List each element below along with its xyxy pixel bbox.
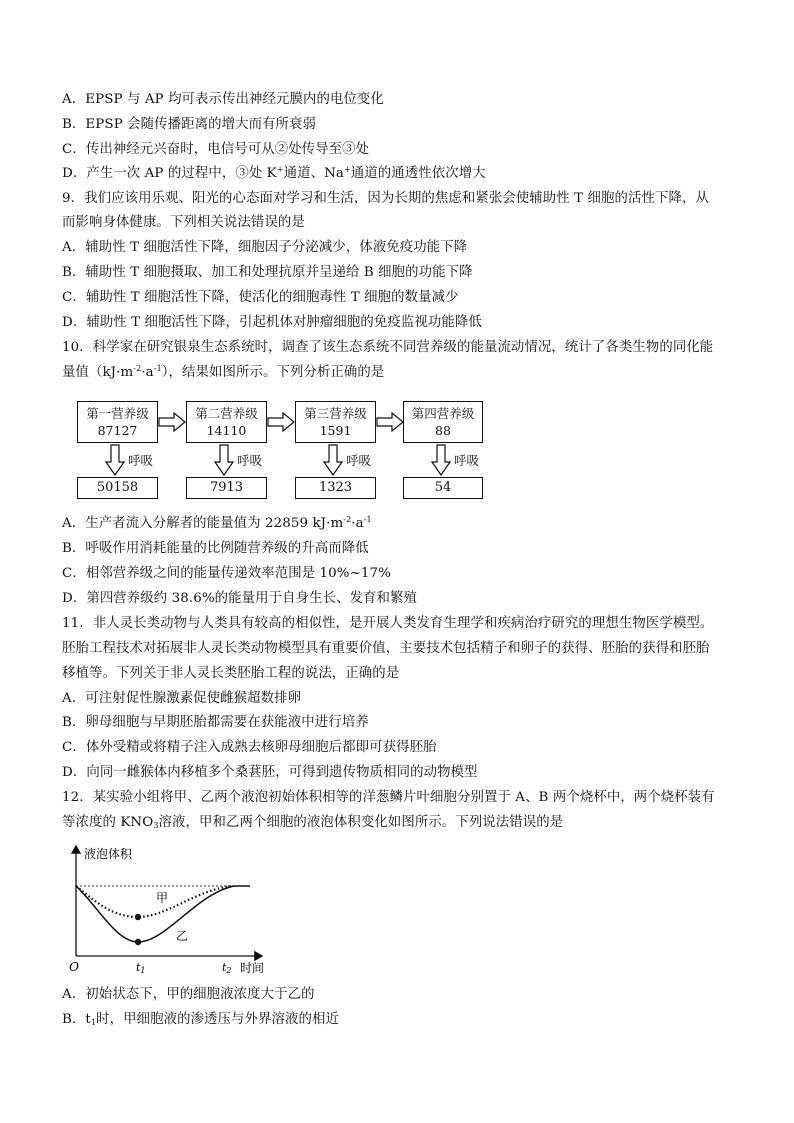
q12-stem-2-a: 等浓度的 KNO bbox=[62, 815, 154, 830]
q8-d-text-1: D．产生一次 AP 的过程中，③处 K bbox=[62, 166, 277, 181]
t2-label bbox=[222, 961, 232, 975]
q11-stem-3: 移植等。下列关于非人灵长类胚胎工程的说法，正确的是 bbox=[62, 666, 400, 681]
point-yi-t1 bbox=[135, 939, 141, 945]
q12-b-post: 时，甲细胞液的渗透压与外界溶液的相近 bbox=[96, 1012, 339, 1027]
q10-option-b: B．呼吸作用消耗能量的比例随营养级的升高而降低 bbox=[62, 541, 369, 556]
flow-arrow-3 bbox=[376, 412, 404, 432]
q12-stem-1: 12．某实验小组将甲、乙两个液泡初始体积相等的洋葱鳞片叶细胞分别置于 A、B 两个烧杯中，两个烧杯装有 bbox=[62, 790, 715, 805]
t1-label bbox=[136, 961, 146, 975]
level-1-value: 87127 bbox=[97, 423, 138, 438]
respiration-box-1: 50158 bbox=[77, 477, 158, 499]
flow-arrow-2 bbox=[267, 412, 295, 432]
respiration-label-3: 呼吸 bbox=[346, 453, 372, 468]
y-axis-label: 液泡体积 bbox=[84, 847, 133, 861]
q9-option-b: B．辅助性 T 细胞摄取、加工和处理抗原并呈递给 B 细胞的功能下降 bbox=[62, 265, 473, 280]
q8-option-a: A．EPSP 与 AP 均可表示传出神经元膜内的电位变化 bbox=[62, 92, 384, 107]
q12-b-text: B．t bbox=[62, 1012, 91, 1027]
respiration-label-2: 呼吸 bbox=[237, 453, 263, 468]
q8-option-b: B．EPSP 会随传播距离的增大而有所衰弱 bbox=[62, 117, 317, 132]
label-yi: 乙 bbox=[176, 929, 189, 943]
q10-option-d: D．第四营养级约 38.6%的能量用于自身生长、发育和繁殖 bbox=[62, 591, 418, 606]
q10-a-text: A．生产者流入分解者的能量值为 22859 kJ·m bbox=[62, 516, 344, 531]
t1-main: t bbox=[136, 961, 141, 974]
respiration-box-3: 1323 bbox=[295, 477, 376, 499]
q8-d-sup-1: + bbox=[276, 165, 284, 174]
level-box-4 bbox=[403, 401, 483, 443]
respiration-arrow-4 bbox=[431, 444, 451, 476]
q11-stem-1: 11．非人灵长类动物与人类具有较高的相似性，是开展人类发育生理学和疾病治疗研究的理想生物医学模型。 bbox=[62, 616, 714, 631]
level-box-1 bbox=[77, 401, 158, 443]
q8-option-d bbox=[62, 164, 486, 184]
q9-option-d: D．辅助性 T 细胞活性下降，引起机体对肿瘤细胞的免疫监视功能降低 bbox=[62, 315, 482, 330]
q11-option-a: A．可注射促性腺激素促使雌猴超数排卵 bbox=[62, 691, 302, 706]
q10-a-mid: ·a bbox=[351, 516, 364, 531]
level-box-3 bbox=[295, 401, 376, 443]
level-2-value: 14110 bbox=[206, 423, 247, 438]
q9-option-a: A．辅助性 T 细胞活性下降，细胞因子分泌减少，体液免疫功能下降 bbox=[62, 240, 468, 255]
respiration-box-2: 7913 bbox=[186, 477, 267, 499]
q10-stem-2-c: ），结果如图所示。下列分析正确的是 bbox=[161, 365, 385, 380]
respiration-box-4: 54 bbox=[403, 477, 483, 499]
flow-arrow-1 bbox=[158, 412, 186, 432]
level-3-name: 第三营养级 bbox=[304, 406, 367, 421]
q11-option-c: C．体外受精或将精子注入成熟去核卵母细胞后都即可获得胚胎 bbox=[62, 740, 437, 755]
q10-stem-2-b: ·a bbox=[141, 365, 154, 380]
q10-option-c: C．相邻营养级之间的能量传递效率范围是 10%~17% bbox=[62, 566, 391, 581]
q10-option-a bbox=[62, 514, 372, 534]
q12-option-b bbox=[62, 1010, 339, 1030]
level-3-value: 1591 bbox=[319, 423, 352, 438]
x-axis-label: 时间 bbox=[240, 961, 265, 975]
q10-stem-2 bbox=[62, 363, 384, 383]
q12-stem-2-b: 溶液，甲和乙两个细胞的液泡体积变化如图所示。下列说法错误的是 bbox=[158, 815, 564, 830]
q10-stem-2-sup2: -1 bbox=[153, 364, 162, 373]
q11-option-b: B．卵母细胞与早期胚胎都需要在获能液中进行培养 bbox=[62, 715, 369, 730]
q12-stem-2-sub: 3 bbox=[153, 821, 159, 830]
q8-d-sup-2: + bbox=[343, 165, 351, 174]
label-jia: 甲 bbox=[156, 891, 169, 905]
t2-sub: 2 bbox=[226, 966, 232, 975]
q8-d-text-2: 通道、Na bbox=[283, 166, 344, 181]
respiration-arrow-3 bbox=[323, 444, 343, 476]
level-2-name: 第二营养级 bbox=[195, 406, 258, 421]
q10-stem-1: 10．科学家在研究银泉生态系统时，调查了该生态系统不同营养级的能量流动情况，统计了各类生物的同化能 bbox=[62, 340, 714, 355]
q10-stem-2-a: 量值（kJ·m bbox=[62, 365, 134, 380]
level-box-2 bbox=[186, 401, 267, 443]
q11-stem-2: 胚胎工程技术对拓展非人灵长类动物模型具有重要价值，主要技术包括精子和卵子的获得、胚胎的获得和胚胎 bbox=[62, 641, 710, 656]
respiration-arrow-1 bbox=[105, 444, 125, 476]
q11-option-d: D．向同一雌猴体内移植多个桑葚胚，可得到遗传物质相同的动物模型 bbox=[62, 765, 478, 780]
level-4-value: 88 bbox=[435, 423, 451, 438]
level-4-name: 第四营养级 bbox=[411, 406, 475, 421]
origin-label: O bbox=[69, 960, 79, 974]
respiration-label-1: 呼吸 bbox=[128, 453, 154, 468]
respiration-label-4: 呼吸 bbox=[454, 453, 480, 468]
point-jia-t1 bbox=[135, 914, 141, 920]
q12-b-sub: 1 bbox=[90, 1018, 97, 1027]
respiration-arrow-2 bbox=[214, 444, 234, 476]
t1-sub: 1 bbox=[140, 966, 146, 975]
q9-stem-2: 而影响身体健康。下列相关说法错误的是 bbox=[62, 215, 305, 230]
q8-option-c: C．传出神经元兴奋时，电信号可从②处传导至③处 bbox=[62, 142, 370, 157]
level-1-name: 第一营养级 bbox=[86, 406, 149, 421]
q10-a-sup2: -1 bbox=[363, 515, 372, 524]
q9-option-c: C．辅助性 T 细胞活性下降，使活化的细胞毒性 T 细胞的数量减少 bbox=[62, 290, 459, 305]
q9-stem-1: 9．我们应该用乐观、阳光的心态面对学习和生活，因为长期的焦虑和紧张会使辅助性 T 细胞的活性下降，从 bbox=[62, 191, 709, 206]
q10-a-sup1: -2 bbox=[343, 515, 352, 524]
vacuole-volume-chart bbox=[66, 842, 276, 978]
t2-main: t bbox=[222, 961, 227, 974]
q8-d-text-3: 通道的通透性依次增大 bbox=[350, 166, 486, 181]
q10-stem-2-sup1: -2 bbox=[133, 364, 142, 373]
q12-stem-2 bbox=[62, 813, 563, 833]
q12-option-a: A．初始状态下，甲的细胞液浓度大于乙的 bbox=[62, 987, 315, 1002]
